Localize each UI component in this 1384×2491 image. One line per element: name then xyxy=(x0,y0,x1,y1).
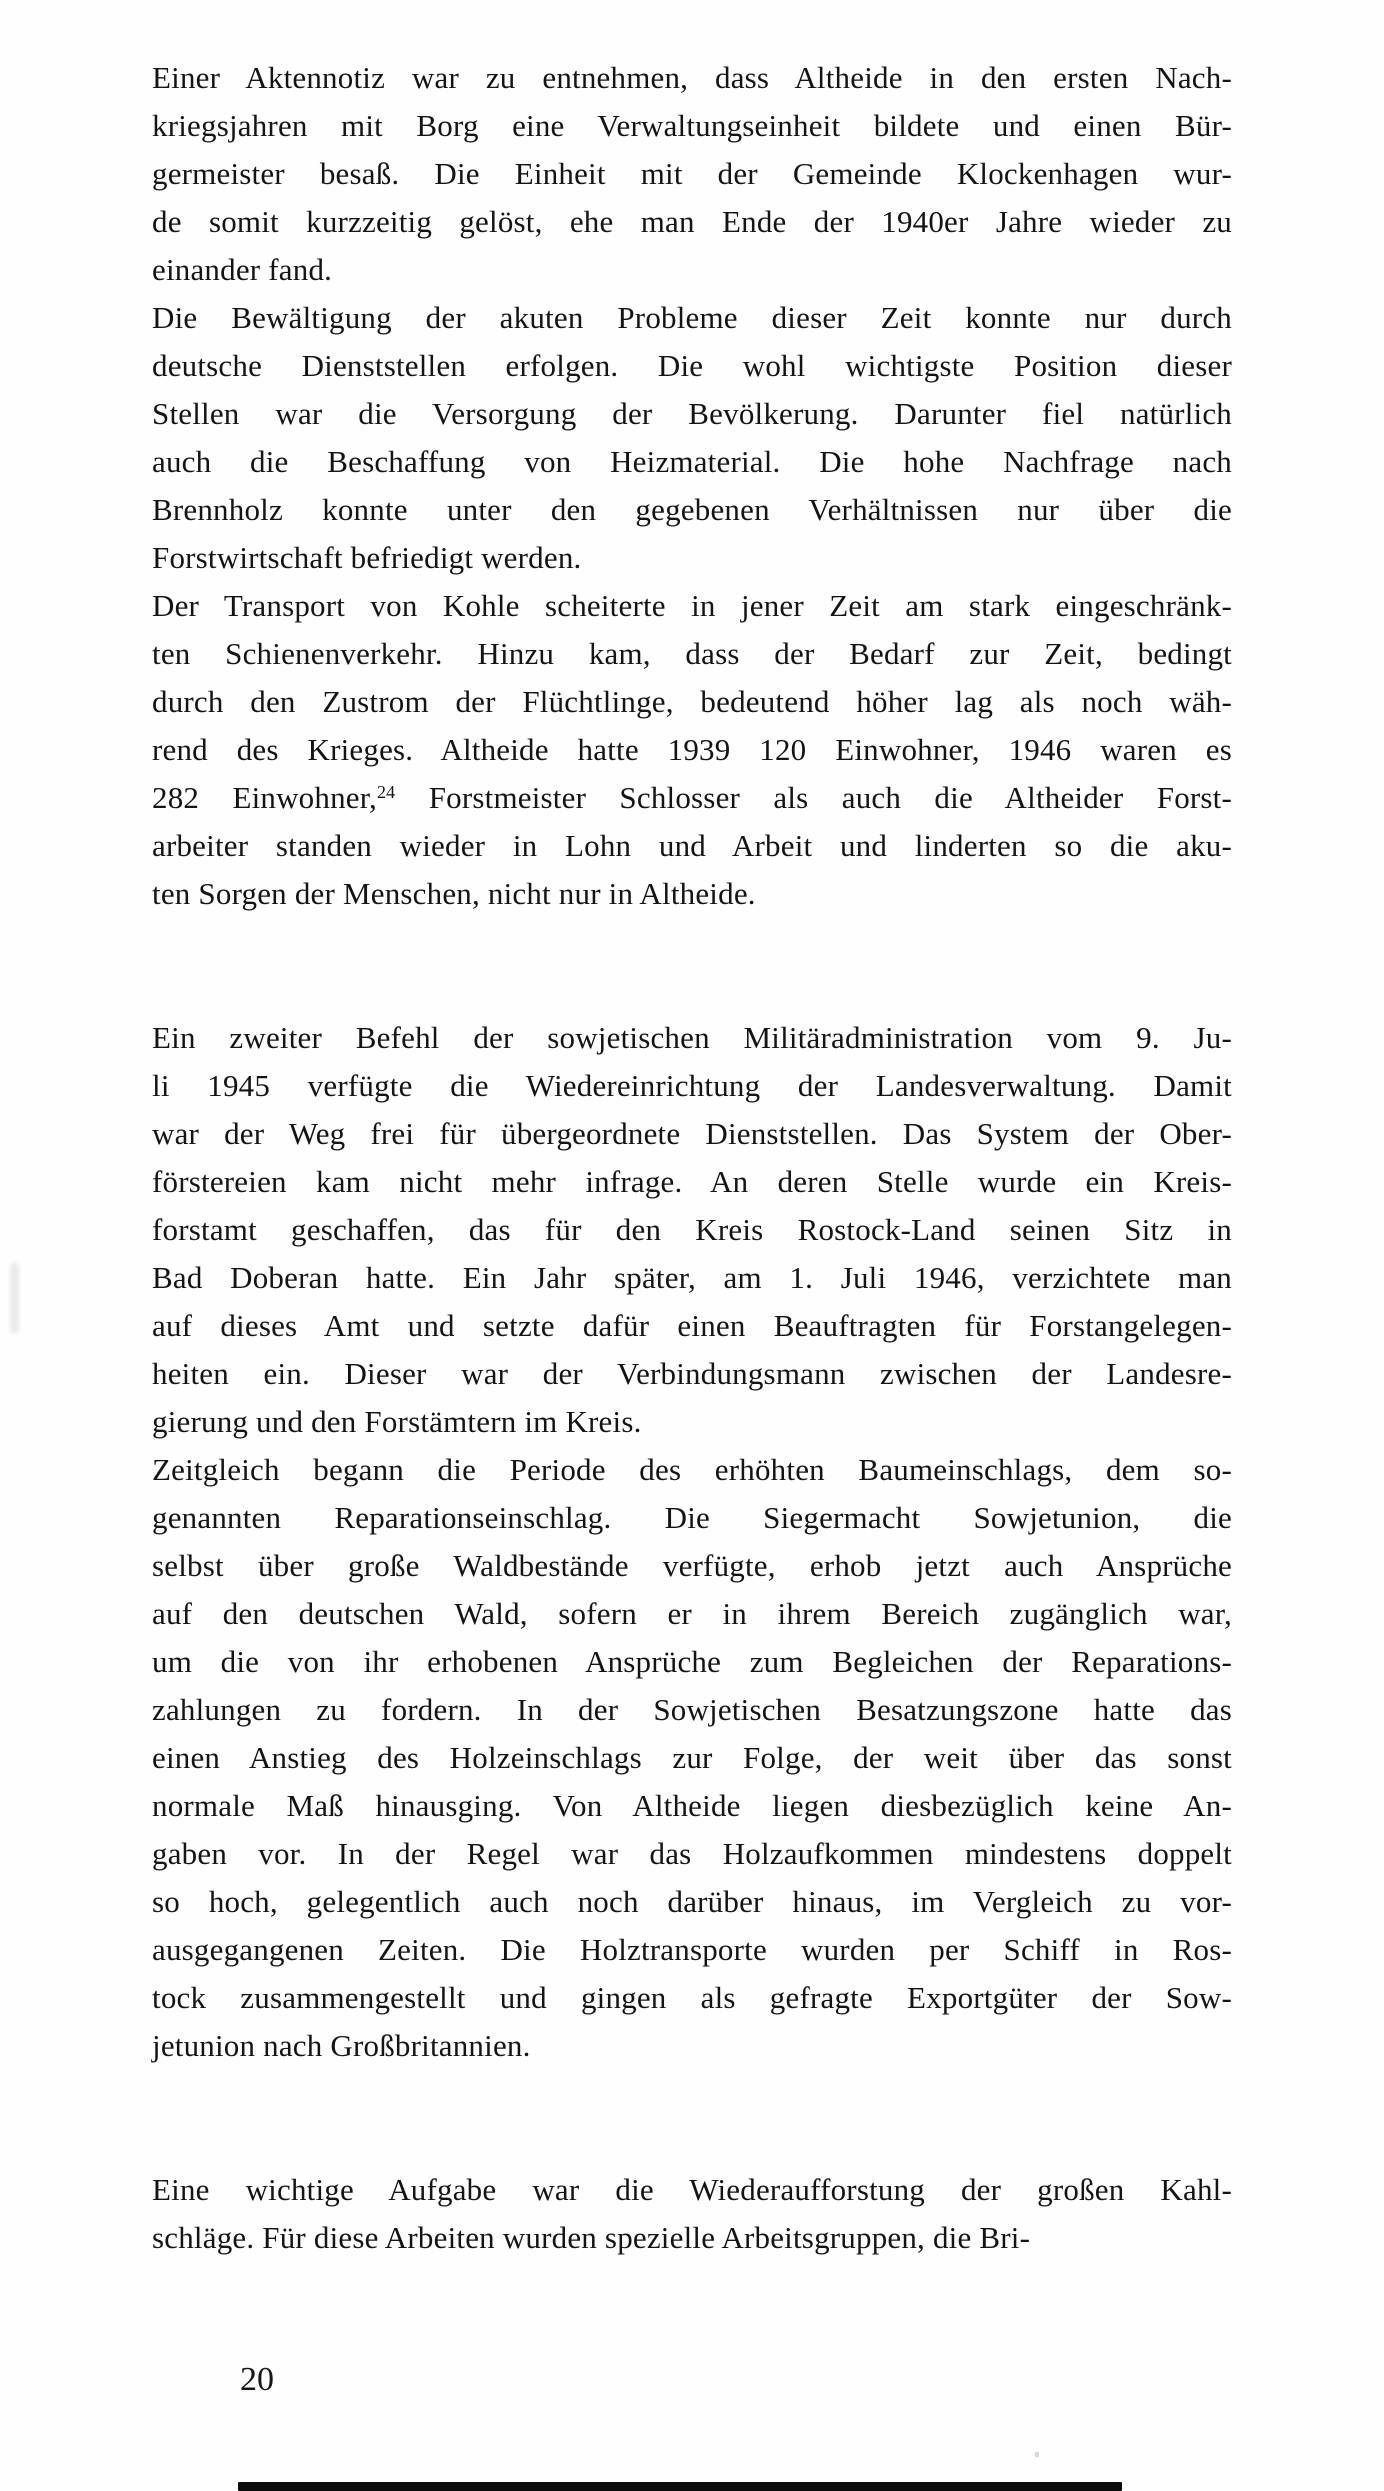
text-line: Einer Aktennotiz war zu entnehmen, dass Altheide in den ersten Nach- xyxy=(152,60,1232,95)
text-line: rend des Krieges. Altheide hatte 1939 120 Einwohner, 1946 waren es xyxy=(152,732,1232,767)
text-line: Ein zweiter Befehl der sowjetischen Militäradministration vom 9. Ju- xyxy=(152,1020,1232,1055)
text-line: auf den deutschen Wald, sofern er in ihrem Bereich zugänglich war, xyxy=(152,1596,1232,1631)
paragraph xyxy=(152,582,1232,918)
text-line: genannten Reparationseinschlag. Die Siegermacht Sowjetunion, die xyxy=(152,1500,1232,1535)
text-line: tock zusammengestellt und gingen als gefragte Exportgüter der Sow- xyxy=(152,1980,1232,2015)
text-line: germeister besaß. Die Einheit mit der Gemeinde Klockenhagen wur- xyxy=(152,156,1232,191)
paragraph xyxy=(152,294,1232,582)
page-number: 20 xyxy=(240,2361,274,2398)
text-line: einen Anstieg des Holzeinschlags zur Folge, der weit über das sonst xyxy=(152,1740,1232,1775)
text-line: 282 Einwohner,$^{24}$ Forstmeister Schlosser als auch die Altheider Forst- xyxy=(152,780,1233,815)
text-line: um die von ihr erhobenen Ansprüche zum Begleichen der Reparations- xyxy=(152,1644,1232,1679)
text-line: Bad Doberan hatte. Ein Jahr später, am 1. Juli 1946, verzichtete man xyxy=(152,1260,1232,1295)
text-line: Zeitgleich begann die Periode des erhöhten Baumeinschlags, dem so- xyxy=(152,1452,1232,1487)
text-line: so hoch, gelegentlich auch noch darüber hinaus, im Vergleich zu vor- xyxy=(152,1884,1232,1919)
text-line: deutsche Dienststellen erfolgen. Die wohl wichtigste Position dieser xyxy=(152,348,1232,383)
text-line: Die Bewältigung der akuten Probleme dieser Zeit konnte nur durch xyxy=(152,300,1232,335)
text-line: selbst über große Waldbestände verfügte, erhob jetzt auch Ansprüche xyxy=(152,1548,1232,1583)
text-line: war der Weg frei für übergeordnete Dienststellen. Das System der Ober- xyxy=(152,1116,1232,1151)
text-line: Eine wichtige Aufgabe war die Wiederaufforstung der großen Kahl- xyxy=(152,2172,1232,2207)
text-line: Brennholz konnte unter den gegebenen Verhältnissen nur über die xyxy=(152,492,1232,527)
text-line: ausgegangenen Zeiten. Die Holztransporte wurden per Schiff in Ros- xyxy=(152,1932,1232,1967)
text-line: Der Transport von Kohle scheiterte in jener Zeit am stark eingeschränk- xyxy=(152,588,1232,623)
text-line: gierung und den Forstämtern im Kreis. xyxy=(152,1404,642,1439)
paragraph xyxy=(152,54,1232,294)
text-line: heiten ein. Dieser war der Verbindungsmann zwischen der Landesre- xyxy=(152,1356,1232,1391)
text-line: zahlungen zu fordern. In der Sowjetischen Besatzungszone hatte das xyxy=(152,1692,1232,1727)
text-line: kriegsjahren mit Borg eine Verwaltungseinheit bildete und einen Bür- xyxy=(152,108,1232,143)
paragraph xyxy=(152,1014,1232,1446)
text-line: gaben vor. In der Regel war das Holzaufkommen mindestens doppelt xyxy=(152,1836,1232,1871)
text-block xyxy=(152,54,1232,2262)
text-line: förstereien kam nicht mehr infrage. An deren Stelle wurde ein Kreis- xyxy=(152,1164,1232,1199)
paragraph xyxy=(152,1446,1232,2070)
text-line: arbeiter standen wieder in Lohn und Arbeit und linderten so die aku- xyxy=(152,828,1232,863)
text-line: forstamt geschaffen, das für den Kreis Rostock-Land seinen Sitz in xyxy=(152,1212,1232,1247)
text-line: schläge. Für diese Arbeiten wurden spezielle Arbeitsgruppen, die Bri- xyxy=(152,2220,1031,2255)
text-line: de somit kurzzeitig gelöst, ehe man Ende der 1940er Jahre wieder zu xyxy=(152,204,1232,239)
paragraph xyxy=(152,2166,1232,2262)
text-line: ten Sorgen der Menschen, nicht nur in Altheide. xyxy=(152,876,756,911)
scan-edge-bar-artifact xyxy=(238,2482,1122,2491)
text-line: durch den Zustrom der Flüchtlinge, bedeutend höher lag als noch wäh- xyxy=(152,684,1232,719)
text-line: auch die Beschaffung von Heizmaterial. Die hohe Nachfrage nach xyxy=(152,444,1232,479)
footnote-ref: 24 xyxy=(376,782,396,803)
scan-smudge-artifact xyxy=(10,1262,19,1334)
text-line: einander fand. xyxy=(152,252,333,287)
text-line: li 1945 verfügte die Wiedereinrichtung der Landesverwaltung. Damit xyxy=(152,1068,1232,1103)
text-line: auf dieses Amt und setzte dafür einen Beauftragten für Forstangelegen- xyxy=(152,1308,1232,1343)
scan-speck-artifact xyxy=(1035,2452,1039,2457)
text-line: normale Maß hinausging. Von Altheide liegen diesbezüglich keine An- xyxy=(152,1788,1232,1823)
text-line: jetunion nach Großbritannien. xyxy=(152,2028,531,2063)
text-line: Forstwirtschaft befriedigt werden. xyxy=(152,540,582,575)
text-line: Stellen war die Versorgung der Bevölkerung. Darunter fiel natürlich xyxy=(152,396,1232,431)
text-line: ten Schienenverkehr. Hinzu kam, dass der Bedarf zur Zeit, bedingt xyxy=(152,636,1232,671)
